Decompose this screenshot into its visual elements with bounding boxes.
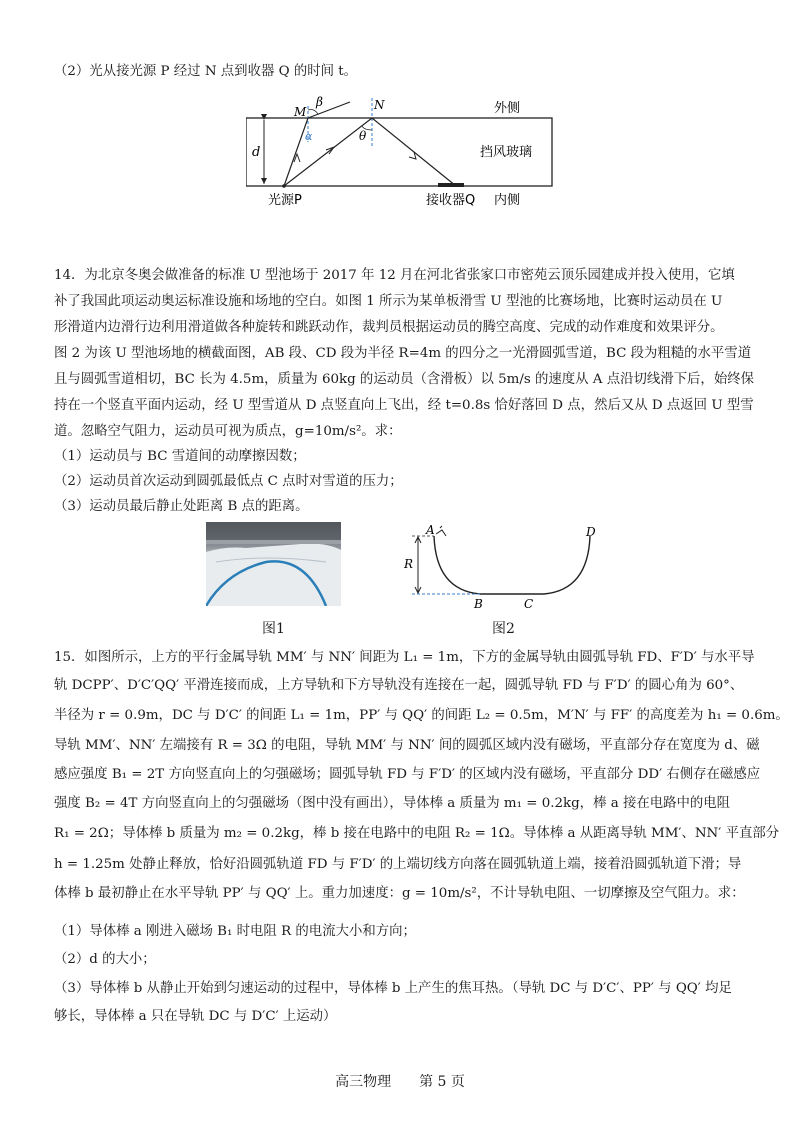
ray-P-to-M [284, 118, 308, 186]
q15-line: 半径为 r = 0.9m，DC 与 D′C′ 的间距 L₁ = 1m，PP′ 与 QQ′ 的间距 L₂ = 0.5m，M′N′ 与 FF′ 的高度差为 h₁ = 0.6m。 [54, 708, 789, 723]
q15-line: 感应强度 B₁ = 2T 方向竖直向上的匀强磁场；圆弧导轨 FD 与 F′D′ 的区域内没有磁场，平直部分 DD′ 右侧存在磁感应 [54, 767, 761, 782]
q15-sub: 够长，导体棒 a 只在导轨 DC 与 D′C′ 上运动） [54, 1009, 337, 1024]
page-footer: 高三物理 第 5 页 [335, 1074, 465, 1090]
skier-icon [436, 526, 446, 536]
q14-line: 形滑道内边滑行边利用滑道做各种旋转和跳跃动作，裁判员根据运动员的腾空高度、完成的动作难度和效果评分。 [54, 320, 724, 335]
q13-part2: （2）光从接光源 P 经过 N 点到收器 Q 的时间 t。 [54, 64, 358, 79]
label-B: B [474, 597, 483, 611]
u-pipe-profile [434, 536, 590, 594]
q15-sub: （2）d 的大小； [54, 952, 156, 967]
q14-line: 道。忽略空气阻力，运动员可视为质点，g=10m/s²。求： [54, 424, 402, 439]
label-beta: β [316, 95, 323, 109]
q14-line: 图 2 为该 U 型池场地的横截面图，AB 段、CD 段为半径 R=4m 的四分之一光滑圆弧雪道，BC 段为粗糙的水平雪道 [54, 346, 752, 361]
q14-sub: （1）运动员与 BC 雪道间的动摩擦因数； [54, 449, 306, 464]
q14-line: 14．为北京冬奥会做准备的标准 U 型池场于 2017 年 12 月在河北省张家口市密苑云顶乐园建成并投入使用，它填 [54, 268, 735, 283]
q15-sub: （1）导体棒 a 刚进入磁场 B₁ 时电阻 R 的电流大小和方向； [54, 924, 416, 939]
label-source: 光源P [268, 193, 302, 208]
label-A: A [426, 523, 435, 537]
label-glass: 挡风玻璃 [480, 145, 533, 160]
q15-sub: （3）导体棒 b 从静止开始到匀速运动的过程中，导体棒 b 上产生的焦耳热。（导轨 DC 与 D′C′、PP′ 与 QQ′ 均足 [54, 981, 732, 996]
caption-fig2: 图2 [492, 621, 515, 637]
q15-line: 15．如图所示，上方的平行金属导轨 MM′ 与 NN′ 间距为 L₁ = 1m，下方的金属导轨由圆弧导轨 FD、F′D′ 与水平导 [54, 650, 755, 665]
label-N: N [374, 98, 385, 112]
q14-sub: （2）运动员首次运动到圆弧最低点 C 点时对雪道的压力； [54, 474, 403, 489]
label-outside: 外侧 [494, 101, 521, 116]
q15-line: 强度 B₂ = 4T 方向竖直向上的匀强磁场（图中没有画出），导体棒 a 质量为 m₁ = 0.2kg，棒 a 接在电路中的电阻 [54, 796, 731, 811]
label-M: M [294, 105, 307, 119]
angle-beta-arc [308, 110, 318, 115]
label-R: R [404, 557, 414, 571]
q15-line: 轨 DCPP′、D′C′QQ′ 平滑连接而成，上方导轨和下方导轨没有连接在一起，圆弧导轨 FD 与 F′D′ 的圆心角为 60°、 [54, 678, 744, 693]
q14-line: 持在一个竖直平面内运动，经 U 型雪道从 D 点竖直向上飞出，经 t=0.8s 恰好落回 D 点，然后又从 D 点返回 U 型雪 [54, 398, 754, 413]
label-D: D [586, 525, 596, 539]
receiver-block [438, 183, 464, 187]
label-receiver: 接收器Q [426, 193, 476, 208]
q15-line: 导轨 MM′、NN′ 左端接有 R = 3Ω 的电阻，导轨 MM′ 与 NN′ 间的圆弧区域内没有磁场，平直部分存在宽度为 d、磁 [54, 738, 760, 753]
q14-line: 补了我国此项运动奥运标准设施和场地的空白。如图 1 所示为某单板滑雪 U 型池的比赛场地，比赛时运动员在 U [54, 294, 723, 309]
u-pipe-diagram [396, 522, 606, 614]
label-alpha: α [305, 130, 313, 143]
q14-line: 且与圆弧雪道相切，BC 长为 4.5m，质量为 60kg 的运动员（含滑板）以 5m/s 的速度从 A 点沿切线滑下后，始终保 [54, 372, 754, 387]
q14-sub: （3）运动员最后静止处距离 B 点的距离。 [54, 499, 309, 514]
q15-line: h = 1.25m 处静止释放，恰好沿圆弧轨道 FD 与 F′D′ 的上端切线方向落在圆弧轨道上端，接着沿圆弧轨道下滑；导 [54, 857, 742, 872]
label-theta: θ [359, 129, 367, 143]
caption-fig1: 图1 [262, 621, 285, 637]
halfpipe-photo [206, 522, 341, 606]
label-d: d [252, 145, 261, 160]
label-C: C [524, 597, 534, 611]
q15-line: R₁ = 2Ω；导体棒 b 质量为 m₂ = 0.2kg，棒 b 接在电路中的电阻 R₂ = 1Ω。导体棒 a 从距离导轨 MM′、NN′ 平直部分 [54, 826, 780, 841]
label-inside: 内侧 [494, 193, 521, 208]
q15-line: 体棒 b 最初静止在水平导轨 PP′ 与 QQ′ 上。重力加速度：g = 10m/s²，不计导轨电阻、一切摩擦及空气阻力。求： [54, 886, 745, 901]
windshield-diagram [246, 92, 556, 212]
source-dot [282, 184, 286, 188]
